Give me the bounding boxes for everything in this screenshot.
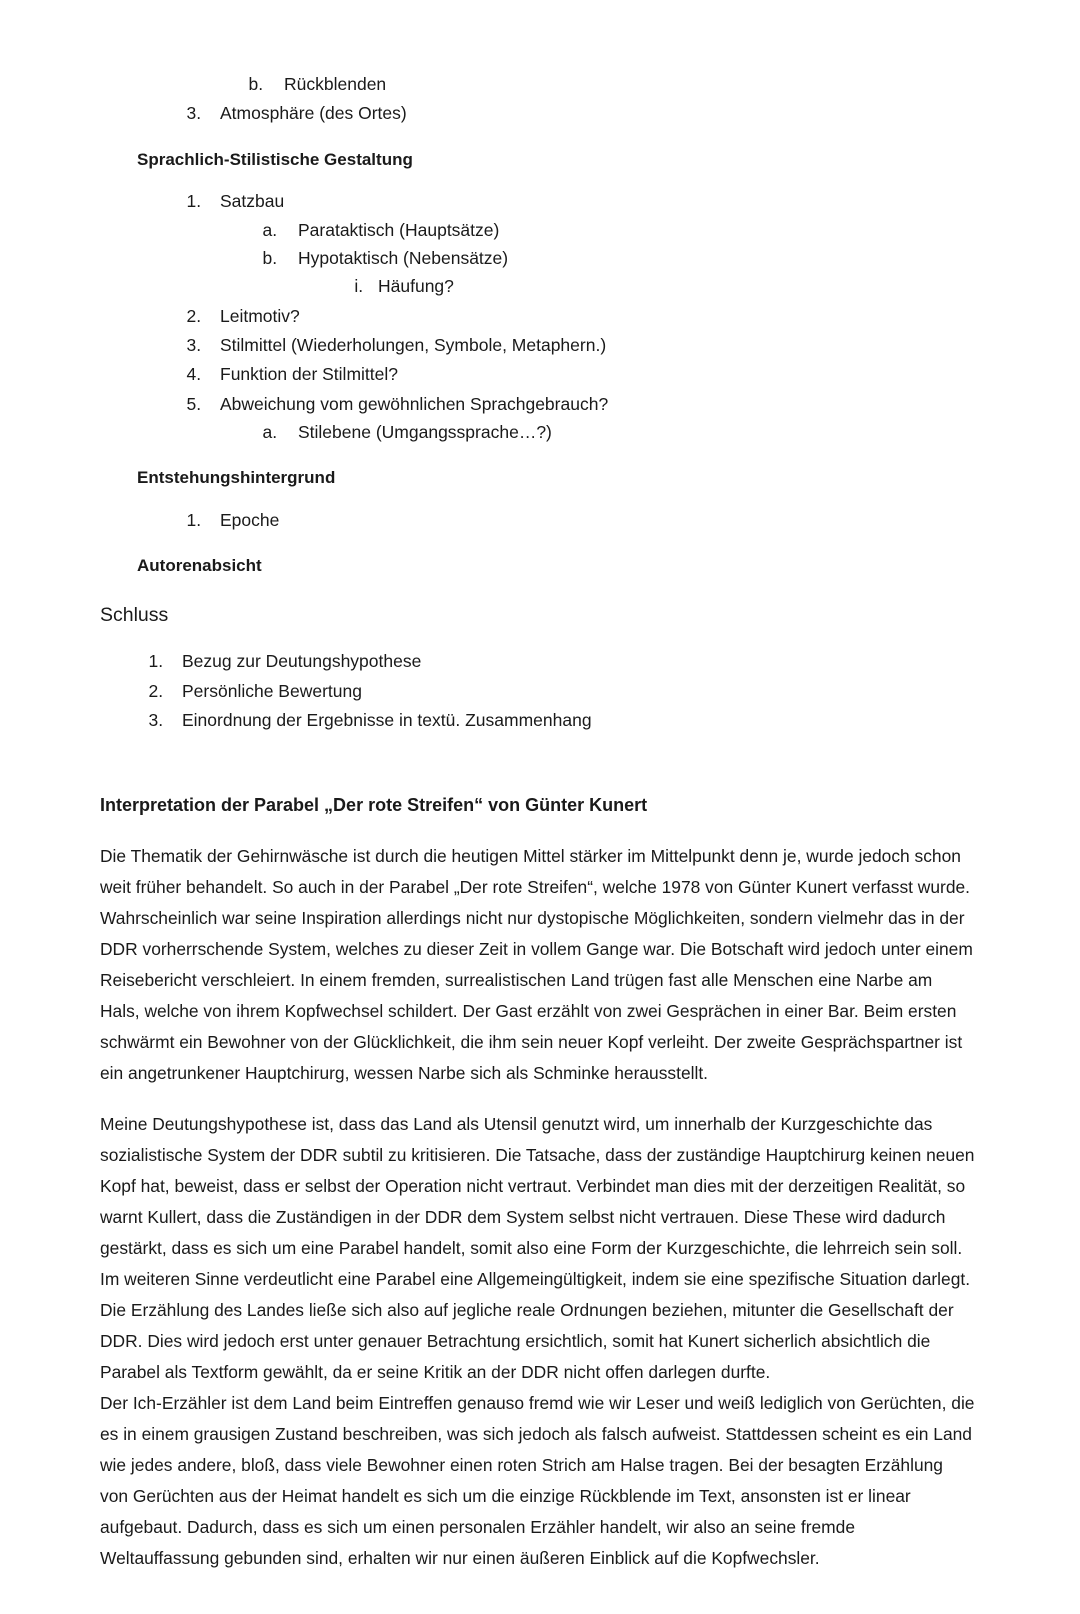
list-item (368, 272, 975, 300)
list-item (206, 302, 975, 330)
essay-paragraph-2: Meine Deutungshypothese ist, dass das Land als Utensil genutzt wird, um innerhalb der Kurzgeschichte das sozialistische System der DDR subtil zu kritisieren. Die Tatsache, dass der zuständige Hauptchirurg keinen neuen Kopf hat, beweist, dass er selbst der Operation nicht vertraut. Verbindet man dies mit der derzeitigen Realität, so warnt Kullert, dass die Zuständigen in der DDR dem System selbst nicht vertrauen. Diese These wird dadurch gestärkt, dass es sich um eine Parabel handelt, somit also eine Form der Kurzgeschichte, die lehrreich sein soll. Im weiteren Sinne verdeutlicht eine Parabel eine Allgemeingültigkeit, indem sie eine spezifische Situation darlegt. Die Erzählung des Landes ließe sich also auf jegliche reale Ordnungen beziehen, mitunter die Gesellschaft der DDR. Dies wird jedoch erst unter genauer Betrachtung ersichtlich, somit hat Kunert sicherlich absichtlich die Parabel als Textform gewählt, da er seine Kritik an der DDR nicht offen darlegen durfte. (100, 1114, 975, 1382)
outline-continued-level1 (100, 99, 975, 127)
essay-section (100, 792, 975, 1573)
list-item (100, 70, 975, 98)
list-item-label: Abweichung vom gewöhnlichen Sprachgebrauch? (220, 393, 609, 414)
list-item-label: Hypotaktisch (Nebensätze) (298, 247, 509, 268)
list-item (206, 360, 975, 388)
outline-subsublist-haeufung (298, 272, 975, 300)
outline-list-entstehungshintergrund (100, 506, 975, 534)
list-item-label: Satzbau (220, 191, 285, 212)
outline-section (100, 70, 975, 734)
list-item-label: Epoche (220, 509, 280, 530)
list-item-label: Leitmotiv? (220, 305, 300, 326)
outline-sublist-satzbau (220, 216, 975, 301)
list-item-label: Einordnung der Ergebnisse in textü. Zusammenhang (182, 709, 592, 730)
list-item-label: Stilebene (Umgangssprache…?) (298, 421, 552, 442)
list-item (282, 216, 975, 244)
list-item-label: Atmosphäre (des Ortes) (220, 103, 407, 124)
list-item (268, 70, 975, 98)
list-item-label: Persönliche Bewertung (182, 680, 362, 701)
list-item (206, 390, 975, 447)
list-item-label: Bezug zur Deutungshypothese (182, 651, 422, 672)
list-item (282, 418, 975, 446)
list-item-label: Parataktisch (Hauptsätze) (298, 219, 500, 240)
list-item (168, 706, 975, 734)
essay-paragraph-3: Der Ich-Erzähler ist dem Land beim Eintreffen genauso fremd wie wir Leser und weiß lediglich von Gerüchten, die es in einem grausigen Zustand beschreiben, was sich jedoch als falsch aufweist. Stattdessen scheint es ein Land wie jedes andere, bloß, dass viele Bewohner einen roten Strich am Halse tragen. Bei der besagten Erzählung von Gerüchten aus der Heimat handelt es sich um die einzige Rückblende im Text, ansonsten ist er linear aufgebaut. Dadurch, dass es sich um einen personalen Erzähler handelt, wir also an seine fremde Weltauffassung gebunden sind, erhalten wir nur einen äußeren Einblick auf die Kopfwechsler. (100, 1392, 975, 1568)
outline-list-schluss (100, 647, 975, 734)
outline-list-sprachlich (100, 187, 975, 446)
list-item-label: Stilmittel (Wiederholungen, Symbole, Metaphern.) (220, 334, 607, 355)
essay-title: Interpretation der Parabel „Der rote Streifen“ von Günter Kunert (100, 795, 648, 816)
outline-sublist-stilebene (220, 418, 975, 446)
outline-heading-entstehungshintergrund: Entstehungshintergrund (137, 468, 336, 488)
list-item-label: Rückblenden (284, 74, 387, 94)
outline-continued-sublist (100, 70, 975, 98)
outline-section-title-schluss: Schluss (100, 603, 169, 626)
list-item (206, 331, 975, 359)
list-item (206, 506, 975, 534)
list-item (206, 99, 975, 127)
outline-heading-sprachlich: Sprachlich-Stilistische Gestaltung (137, 149, 413, 169)
list-item (168, 647, 975, 675)
list-item-label: Häufung? (378, 276, 454, 297)
list-item-label: Funktion der Stilmittel? (220, 364, 398, 385)
outline-heading-autorenabsicht: Autorenabsicht (137, 556, 262, 576)
essay-paragraph-1: Die Thematik der Gehirnwäsche ist durch die heutigen Mittel stärker im Mittelpunkt denn je, wurde jedoch schon weit früher behandelt. So auch in der Parabel „Der rote Streifen“, welche 1978 von Günter Kunert verfasst wurde. Wahrscheinlich war seine Inspiration allerdings nicht nur dystopische Möglichkeiten, sondern vielmehr das in der DDR vorherrschende System, welches zu dieser Zeit in vollem Gange war. Die Botschaft wird jedoch unter einem Reisebericht verschleiert. In einem fremden, surrealistischen Land trügen fast alle Menschen eine Narbe am Hals, welche von ihrem Kopfwechsel schildert. Der Gast erzählt von zwei Gesprächen in einer Bar. Beim ersten schwärmt ein Bewohner von der Glücklichkeit, die ihm sein neuer Kopf verleiht. Der zweite Gesprächspartner ist ein angetrunkener Hauptchirurg, wessen Narbe sich als Schminke herausstellt. (100, 846, 973, 1084)
list-item (206, 187, 975, 300)
list-item (282, 244, 975, 301)
outline-continued-list (100, 70, 975, 98)
list-item (168, 677, 975, 705)
